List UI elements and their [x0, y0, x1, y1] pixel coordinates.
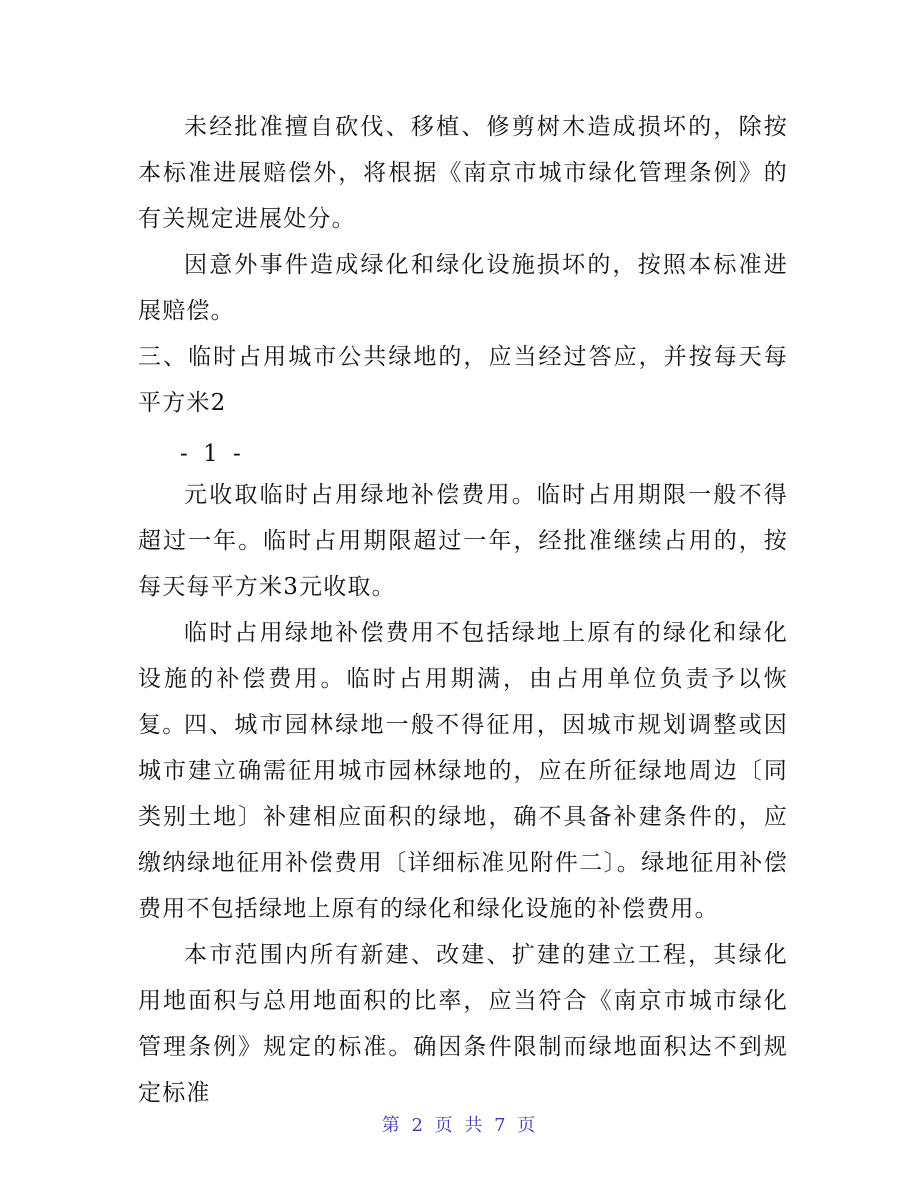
paragraph-2: 因意外事件造成绿化和绿化设施损坏的，按照本标准进展赔偿。 [138, 252, 788, 324]
paragraph-7: 本市范围内所有新建、改建、扩建的建立工程，其绿化用地面积与总用地面积的比率，应当符合《南京市城市绿化管理条例》规定的标准。确因条件限制而绿地面积达不到规定标准 [138, 942, 788, 1106]
paragraph-5: 临时占用绿地补偿费用不包括绿地上原有的绿化和绿化设施的补偿费用。临时占用期满，由占用单位负责予以恢复。 [138, 620, 788, 738]
paragraph-3: 三、临时占用城市公共绿地的，应当经过答应，并按每天每平方米2 [138, 344, 788, 416]
paragraph-1: 未经批准擅自砍伐、移植、修剪树木造成损坏的，除按本标准进展赔偿外，将根据《南京市城市绿化管理条例》的有关规定进展处分。 [138, 114, 788, 232]
paragraph-4: 元收取临时占用绿地补偿费用。临时占用期限一般不得超过一年。临时占用期限超过一年，经批准继续占用的，按每天每平方米3元收取。 [138, 482, 788, 600]
page-footer: 第 2 页 共 7 页 [381, 1115, 539, 1136]
paragraph-6: 四、城市园林绿地一般不得征用，因城市规划调整或因城市建立确需征用城市园林绿地的，应在所征绿地周边〔同类别土地〕补建相应面积的绿地，确不具备补建条件的，应缴纳绿地征用补偿费用〔详细标准见附件二〕。绿地征用补偿费用不包括绿地上原有的绿化和绿化设施的补偿费用。 [138, 712, 788, 922]
inner-page-number: - 1 - [180, 441, 245, 467]
